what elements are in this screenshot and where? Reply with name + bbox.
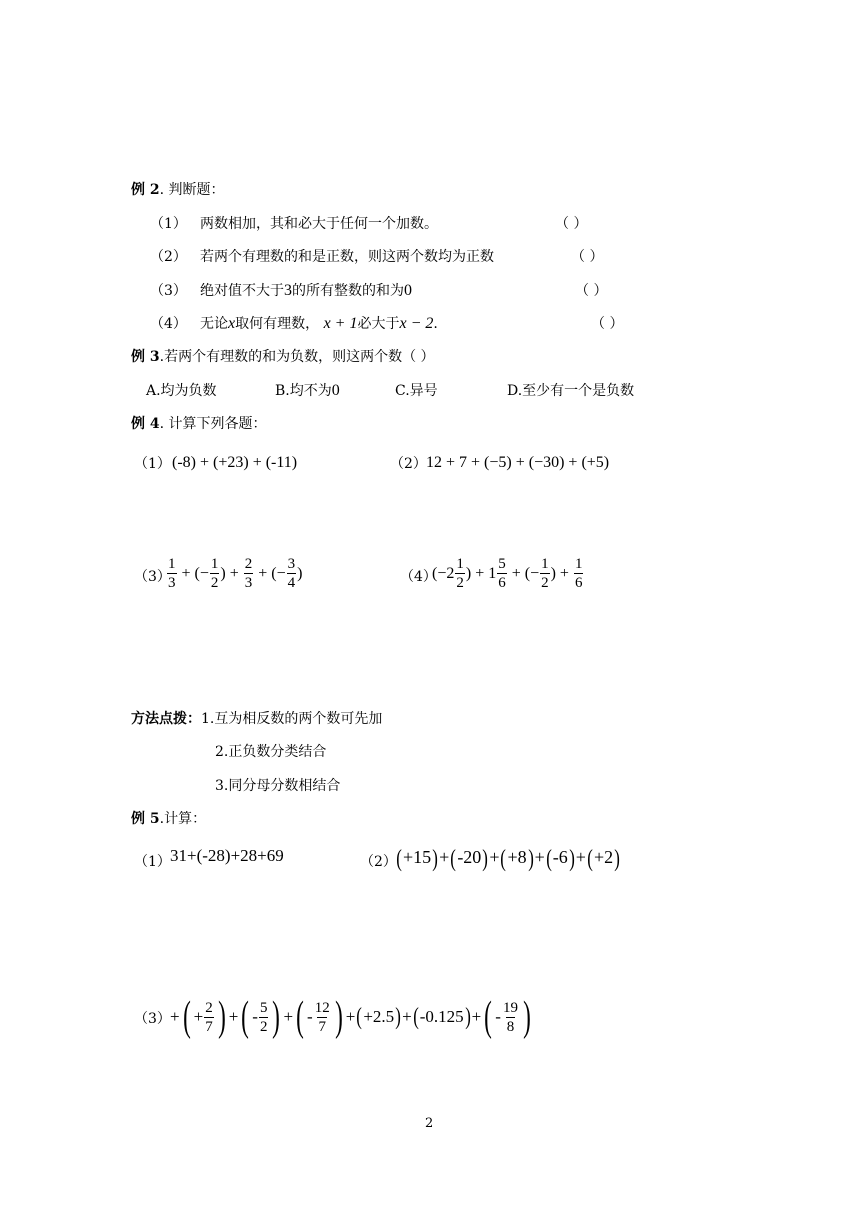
example-5-title: .计算： xyxy=(159,811,207,827)
ex4-problem-3-expression: $\frac{1}{3}$ + (− $\frac{1}{2}$ ) + $\frac{2}{3}$ + (− $\frac{3}{4}$ ) xyxy=(168,556,303,591)
option-b xyxy=(275,381,340,401)
math-variable: x xyxy=(228,315,236,332)
fraction: $\frac{19}{8}$ xyxy=(502,999,518,1035)
fraction: $\frac{1}{2}$ xyxy=(210,556,219,591)
ex2-item-3-text xyxy=(200,281,412,301)
ex2-item-4-text xyxy=(200,314,438,334)
ex4-problem-3-label: （3） xyxy=(134,569,171,585)
text-part: 的所有整数的和为 xyxy=(292,283,404,299)
ex5-problem-3-label: （3） xyxy=(134,1011,171,1027)
example-3-heading xyxy=(131,347,435,367)
option-c: C.异号 xyxy=(395,383,438,399)
answer-paren: （ ） xyxy=(591,316,624,332)
math-expression: x + 1 xyxy=(323,315,358,332)
example-5-heading xyxy=(131,809,206,829)
fraction: $\frac{5}{6}$ xyxy=(498,556,506,591)
ex4-problem-4-expression: (−2 $\frac{1}{2}$ ) + 1 $\frac{5}{6}$ + (− $\frac{1}{2}$ ) + $\frac{1}{6}$ xyxy=(432,556,583,591)
ex2-item-3-number: （3） xyxy=(150,283,187,299)
answer-paren: （ ） xyxy=(571,249,604,265)
ex4-problem-1-label: （1） xyxy=(134,456,171,472)
ex5-problem-2-label: （2） xyxy=(360,854,397,870)
ex2-item-1 xyxy=(150,214,187,234)
text-part: 绝对值不大于 xyxy=(200,283,284,299)
fraction: $\frac{1}{2}$ xyxy=(541,556,549,591)
fraction: $\frac{2}{7}$ xyxy=(205,999,213,1035)
ex5-problem-2-expression: (+15)+(-20)+(+8)+(-6)+(+2) xyxy=(396,845,620,872)
page-number: 2 xyxy=(425,1116,434,1131)
example-4-label: 例 4 xyxy=(131,416,160,432)
fraction: $\frac{1}{3}$ xyxy=(168,556,176,591)
text-part: 必大于 xyxy=(357,316,400,332)
fraction: $\frac{1}{2}$ xyxy=(456,556,464,591)
math-value: 3 xyxy=(284,282,292,299)
example-4-heading xyxy=(131,414,267,434)
example-2-label: 例 2 xyxy=(131,182,160,198)
answer-paren: （ ） xyxy=(575,283,608,299)
fraction: $\frac{2}{3}$ xyxy=(244,556,253,591)
option-a: A.均为负数 xyxy=(146,383,217,399)
ex4-problem-4-label: （4） xyxy=(400,569,437,585)
fraction: $\frac{5}{2}$ xyxy=(259,999,268,1035)
ex5-problem-1-label: （1） xyxy=(134,854,171,870)
ex5-problem-3-expression: + ( + $\frac{2}{7}$ ) + ( - $\frac{5}{2}$ ) + ( - $\frac{12}{7}$ ) + ( +2.5 ) + ( -0.125 ) + ( - $\frac{19}{8}$ ) xyxy=(170,994,531,1040)
fraction: $\frac{1}{6}$ xyxy=(574,556,583,591)
example-3-label: 例 3 xyxy=(131,349,160,365)
example-2-title: . 判断题： xyxy=(159,182,225,198)
math-value: 0 xyxy=(404,282,412,299)
option-d: D.至少有一个是负数 xyxy=(507,383,635,399)
text-part: 无论 xyxy=(200,316,228,332)
text-part: . xyxy=(433,316,438,332)
method-heading: 方法点拨： xyxy=(131,711,201,727)
method-tip-2: 2.正负数分类结合 xyxy=(215,744,327,760)
example-2-heading xyxy=(131,180,225,200)
text-part: 取何有理数， xyxy=(235,316,320,332)
fraction: $\frac{12}{7}$ xyxy=(314,999,330,1035)
ex4-problem-2-expression: 12 + 7 + (−5) + (−30) + (+5) xyxy=(426,454,610,471)
math-expression: x − 2 xyxy=(399,315,434,332)
fraction: $\frac{3}{4}$ xyxy=(287,556,296,591)
method-tips xyxy=(131,709,382,729)
example-4-title: . 计算下列各题： xyxy=(159,416,267,432)
option-b-text: B.均不为 xyxy=(275,383,332,399)
answer-paren: （ ） xyxy=(555,216,588,232)
example-3-question: .若两个有理数的和为负数，则这两个数（ ） xyxy=(159,349,435,365)
option-b-value: 0 xyxy=(331,382,340,399)
ex2-item-2-number: （2） xyxy=(150,249,187,265)
ex2-item-4-number: （4） xyxy=(150,316,187,332)
method-tip-1: 1.互为相反数的两个数可先加 xyxy=(201,711,383,727)
ex4-problem-1-expression: (-8) + (+23) + (-11) xyxy=(172,454,298,471)
ex2-item-2-text: 若两个有理数的和是正数，则这两个数均为正数 xyxy=(200,249,494,265)
ex2-item-1-text: 两数相加，其和必大于任何一个加数。 xyxy=(200,216,438,232)
ex4-problem-2-label: （2） xyxy=(390,456,427,472)
method-tip-3: 3.同分母分数相结合 xyxy=(215,778,341,794)
example-5-label: 例 5 xyxy=(131,811,160,827)
item-number: （1） xyxy=(150,216,187,232)
ex5-problem-1-expression: 31+(-28)+28+69 xyxy=(170,846,284,865)
